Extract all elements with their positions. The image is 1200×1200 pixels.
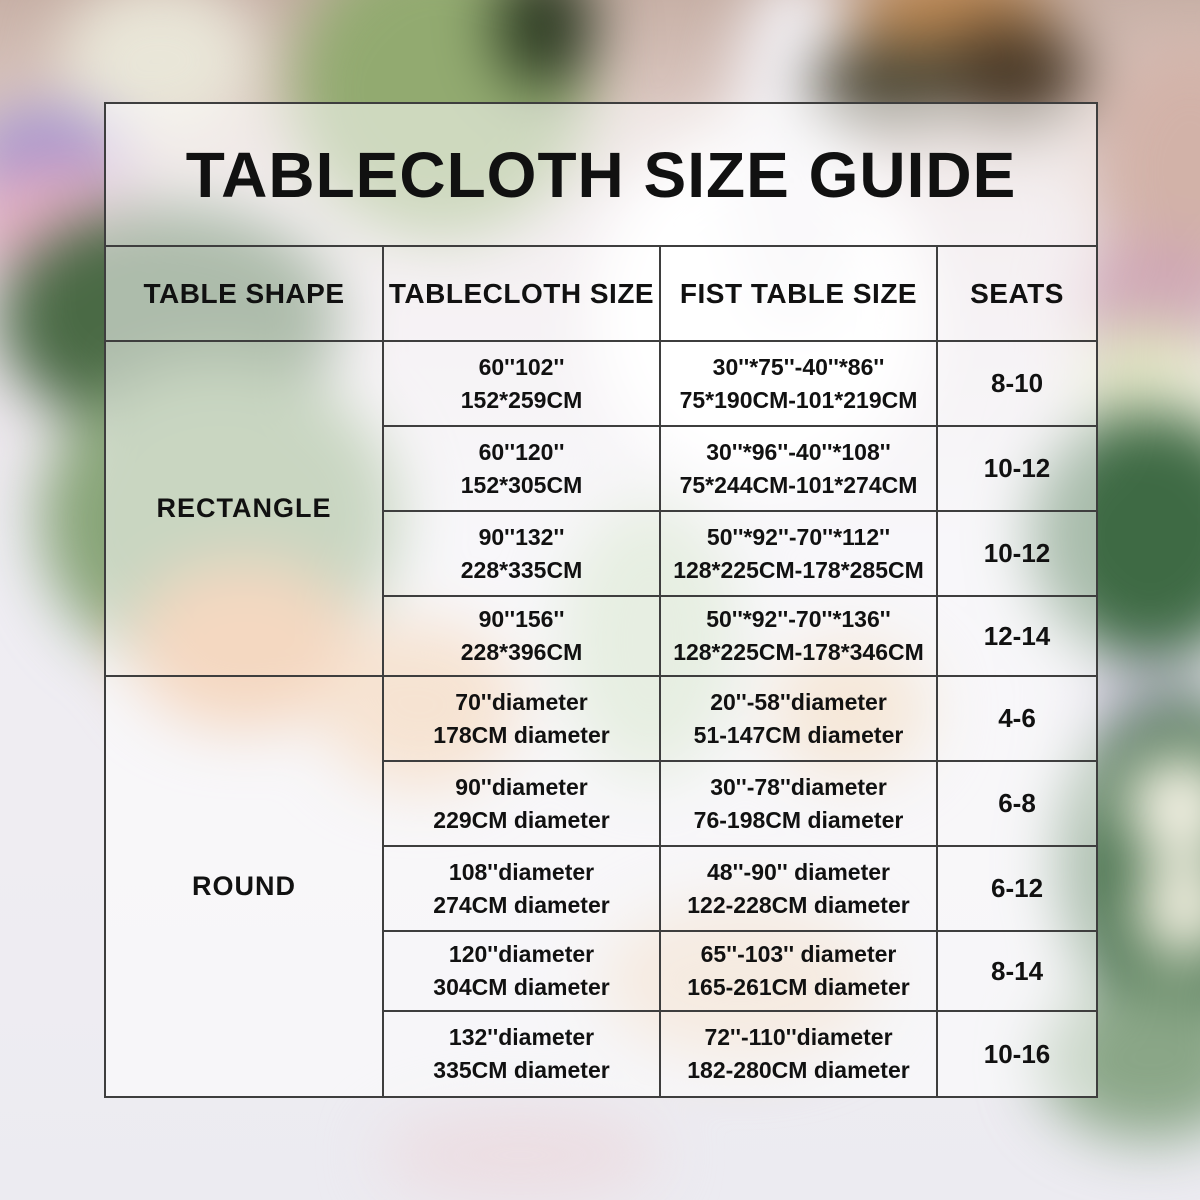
tablecloth-size-cell bbox=[383, 1011, 660, 1097]
fit-inches: 65''-103'' diameter bbox=[700, 941, 897, 967]
seats-cell: 10-12 bbox=[937, 426, 1097, 511]
size-cm: 229CM diameter bbox=[433, 806, 610, 833]
seats-cell: 8-14 bbox=[937, 931, 1097, 1011]
seats-cell: 6-12 bbox=[937, 846, 1097, 931]
size-cm: 274CM diameter bbox=[433, 891, 610, 918]
seats-cell: 10-12 bbox=[937, 511, 1097, 596]
tablecloth-size-cell bbox=[383, 931, 660, 1011]
fit-table-size-cell bbox=[660, 931, 937, 1011]
column-header-tablecloth-size: TABLECLOTH SIZE bbox=[383, 246, 660, 341]
fit-table-size-cell bbox=[660, 511, 937, 596]
fit-inches: 30''-78''diameter bbox=[710, 773, 887, 800]
fit-cm: 76-198CM diameter bbox=[693, 806, 904, 833]
column-header-table-shape: TABLE SHAPE bbox=[105, 246, 383, 341]
tablecloth-size-cell bbox=[383, 761, 660, 846]
fit-inches: 30''*75''-40''*86'' bbox=[712, 353, 885, 380]
fit-table-size-cell bbox=[660, 1011, 937, 1097]
seats-cell: 8-10 bbox=[937, 341, 1097, 426]
size-cm: 178CM diameter bbox=[433, 721, 610, 748]
tablecloth-size-cell bbox=[383, 596, 660, 676]
fit-table-size-cell bbox=[660, 426, 937, 511]
tablecloth-size-cell bbox=[383, 511, 660, 596]
seats-cell: 4-6 bbox=[937, 676, 1097, 761]
size-inches: 60''120'' bbox=[478, 438, 565, 465]
tablecloth-size-cell bbox=[383, 341, 660, 426]
size-inches: 90''156'' bbox=[478, 606, 565, 632]
size-cm: 228*335CM bbox=[460, 556, 583, 583]
seats-cell: 10-16 bbox=[937, 1011, 1097, 1097]
fit-cm: 182-280CM diameter bbox=[687, 1057, 910, 1083]
fit-cm: 128*225CM-178*285CM bbox=[673, 556, 924, 583]
tablecloth-size-cell bbox=[383, 676, 660, 761]
fit-inches: 20''-58''diameter bbox=[710, 688, 887, 715]
tablecloth-size-cell bbox=[383, 426, 660, 511]
fit-table-size-cell bbox=[660, 676, 937, 761]
fit-cm: 122-228CM diameter bbox=[687, 891, 910, 918]
size-inches: 70''diameter bbox=[455, 688, 588, 715]
size-inches: 120''diameter bbox=[448, 941, 595, 967]
seats-cell: 6-8 bbox=[937, 761, 1097, 846]
fit-cm: 165-261CM diameter bbox=[687, 974, 910, 1000]
page-title: TABLECLOTH SIZE GUIDE bbox=[105, 103, 1097, 246]
shape-cell-rectangle: RECTANGLE bbox=[105, 341, 383, 676]
size-cm: 152*259CM bbox=[460, 386, 583, 413]
size-inches: 60''102'' bbox=[478, 353, 565, 380]
fit-table-size-cell bbox=[660, 341, 937, 426]
size-inches: 90''132'' bbox=[478, 523, 565, 550]
size-cm: 152*305CM bbox=[460, 471, 583, 498]
size-cm: 335CM diameter bbox=[433, 1057, 610, 1083]
size-cm: 228*396CM bbox=[460, 639, 583, 665]
background-blob bbox=[380, 1110, 660, 1200]
seats-cell: 12-14 bbox=[937, 596, 1097, 676]
fit-cm: 75*244CM-101*274CM bbox=[679, 471, 918, 498]
fit-inches: 48''-90'' diameter bbox=[707, 858, 890, 885]
fit-cm: 51-147CM diameter bbox=[693, 721, 904, 748]
fit-cm: 128*225CM-178*346CM bbox=[673, 639, 924, 665]
fit-table-size-cell bbox=[660, 761, 937, 846]
size-inches: 108''diameter bbox=[448, 858, 595, 885]
fit-inches: 50''*92''-70''*112'' bbox=[706, 523, 891, 550]
table-row bbox=[105, 676, 1097, 761]
shape-cell-round: ROUND bbox=[105, 676, 383, 1097]
fit-inches: 50''*92''-70''*136'' bbox=[706, 606, 891, 632]
table-row bbox=[105, 341, 1097, 426]
size-inches: 132''diameter bbox=[448, 1024, 595, 1050]
fit-table-size-cell bbox=[660, 846, 937, 931]
fit-table-size-cell bbox=[660, 596, 937, 676]
size-guide-table bbox=[104, 102, 1098, 1098]
fit-inches: 72''-110''diameter bbox=[704, 1024, 893, 1050]
size-inches: 90''diameter bbox=[455, 773, 588, 800]
column-header-seats: SEATS bbox=[937, 246, 1097, 341]
fit-inches: 30''*96''-40''*108'' bbox=[706, 438, 891, 465]
size-cm: 304CM diameter bbox=[433, 974, 610, 1000]
tablecloth-size-cell bbox=[383, 846, 660, 931]
fit-cm: 75*190CM-101*219CM bbox=[679, 386, 918, 413]
column-header-fist-table-size: FIST TABLE SIZE bbox=[660, 246, 937, 341]
